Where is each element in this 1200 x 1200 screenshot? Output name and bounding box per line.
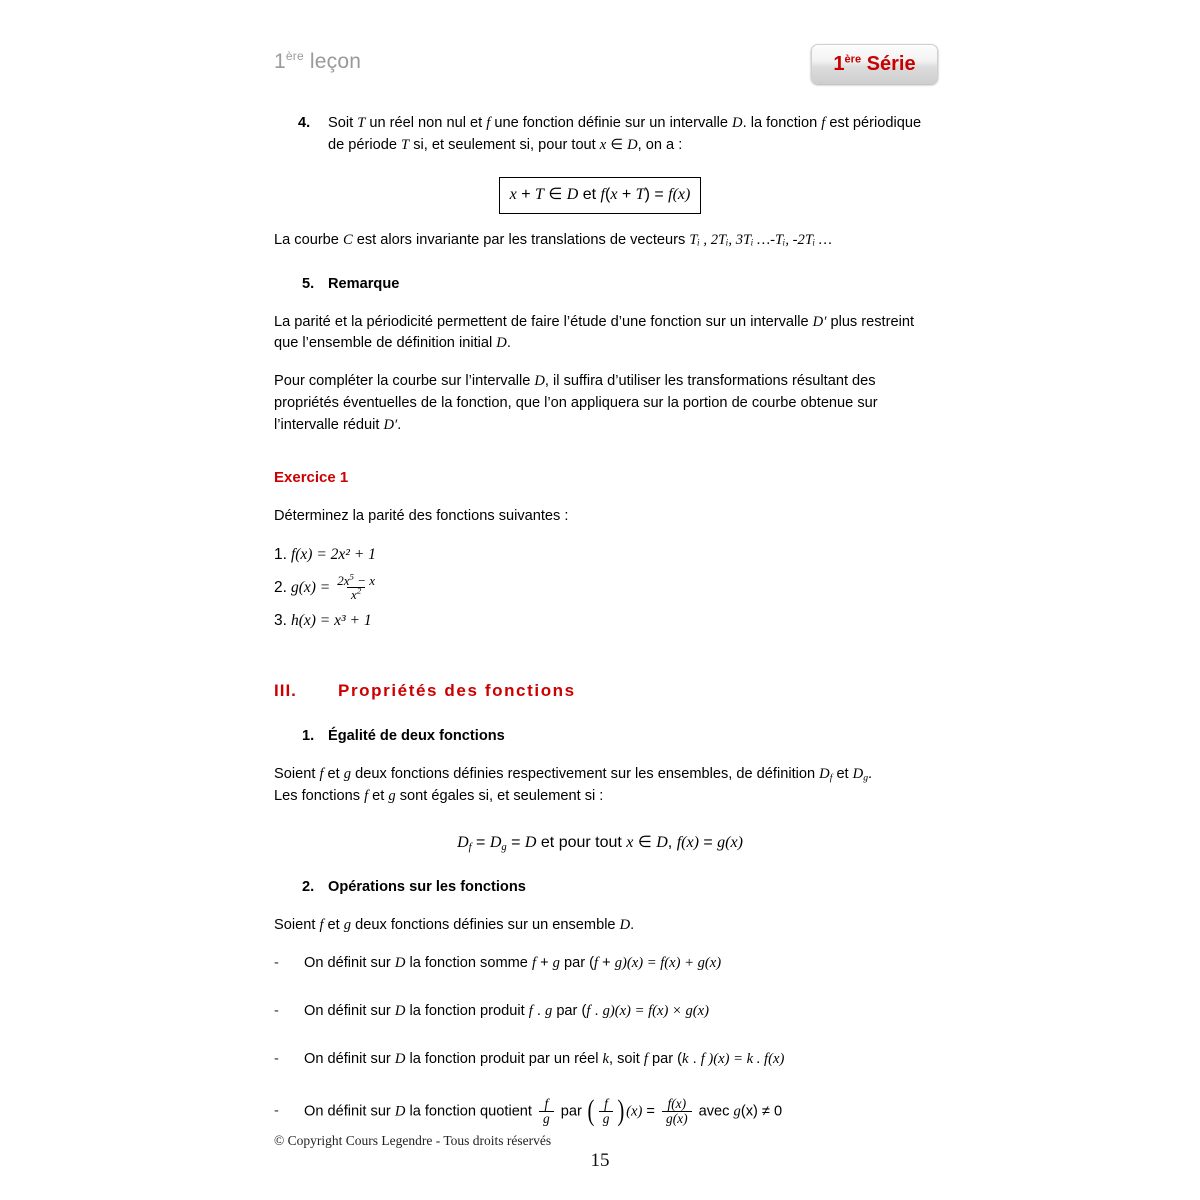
var-Dg — [853, 766, 868, 782]
t: + — [598, 955, 615, 972]
sub1-paragraph — [274, 764, 926, 808]
t: sont égales si, et seulement si : — [395, 787, 604, 804]
var-D: D — [394, 1003, 406, 1020]
m: f — [528, 1003, 533, 1020]
t: et — [368, 787, 389, 804]
t: = — [471, 834, 490, 852]
var-D: D — [394, 955, 406, 972]
operation-text — [304, 953, 721, 975]
function-body-prefix: (x) = — [298, 579, 331, 597]
t: un réel non nul et — [365, 115, 487, 131]
dash-bullet: - — [274, 1003, 279, 1020]
exercice-item-3 — [274, 609, 926, 632]
t: . — [532, 1003, 545, 1020]
bf-x: x — [509, 185, 517, 203]
t: Soient — [274, 917, 320, 934]
paren-open: ( — [587, 1095, 595, 1128]
t: + — [516, 185, 535, 203]
section-3-number: III. — [274, 681, 297, 701]
subsection-1-number: 1. — [302, 727, 315, 744]
var-T2: T — [401, 136, 410, 153]
bf-D: D — [566, 185, 579, 203]
bf-T: T — [535, 185, 544, 203]
var-C: C — [342, 231, 353, 248]
var-D: D — [496, 335, 507, 352]
section-3-heading — [274, 678, 926, 704]
t: ( — [604, 185, 611, 203]
bf-f: f — [600, 185, 605, 203]
m: g — [697, 955, 705, 972]
t: . la fonction — [742, 115, 822, 131]
m: f — [660, 955, 665, 972]
t: la fonction quotient — [405, 1103, 537, 1120]
lesson-number: 1 — [274, 50, 286, 73]
m: g — [685, 1003, 693, 1020]
subsection-remarque-heading — [274, 274, 926, 296]
t: Soient — [274, 765, 320, 782]
m: f — [531, 955, 537, 972]
var-D: D — [394, 1103, 406, 1120]
m: f — [643, 1050, 648, 1067]
fraction-f-over-g-inner — [599, 1097, 614, 1126]
var-D: D — [732, 115, 743, 131]
eq-Df — [457, 834, 472, 854]
bf-xparen: (x) — [672, 185, 691, 203]
function-body: (x) = x³ + 1 — [298, 611, 372, 629]
t: 5 — [349, 571, 354, 582]
fraction-denominator: g — [539, 1111, 554, 1126]
t: ∈ — [543, 185, 567, 203]
operation-product — [274, 1001, 926, 1023]
t: et — [832, 765, 853, 782]
t: . — [868, 765, 873, 782]
t: )(x) = — [704, 1050, 747, 1067]
function-name-f: f — [290, 546, 296, 564]
exercice-instruction: Déterminez la parité des fonctions suivantes : — [274, 507, 569, 524]
remarque-number: 5. — [302, 275, 315, 292]
page-header — [0, 44, 1200, 104]
eq-fx: (x) — [681, 834, 699, 852]
t: La courbe — [274, 231, 343, 248]
fraction-denominator: g(x) — [662, 1111, 692, 1126]
operation-scalar-product — [274, 1049, 926, 1071]
section-3-title: Propriétés des fonctions — [338, 681, 576, 701]
fraction-fx-over-gx — [662, 1097, 692, 1126]
t: Soit — [328, 115, 358, 131]
t: )(x) = — [609, 1003, 649, 1020]
fraction-g — [333, 571, 379, 603]
t: 2x — [337, 572, 350, 588]
fraction-numerator: f — [604, 1095, 608, 1111]
var-f: f — [486, 115, 491, 131]
t: (x) — [692, 1003, 709, 1020]
t: La parité et la périodicité permettent de faire l’étude d’une fonction sur un intervalle — [274, 313, 813, 330]
t: . — [630, 917, 635, 934]
t: , il suffira d’utiliser les transformations résultant des propriétés éventuelles de la fonction, que l’on appliquera sur la portion de courbe obtenue sur l’intervalle réduit — [274, 373, 878, 434]
t: (x) — [768, 1050, 785, 1067]
dash-bullet: - — [274, 955, 279, 972]
t: ∈ — [606, 136, 628, 153]
m: f — [764, 1050, 769, 1067]
m: k — [602, 1050, 610, 1067]
t: est périodique de période — [328, 115, 922, 153]
t: D — [819, 765, 830, 782]
t: f — [829, 772, 833, 784]
var-g: g — [388, 787, 396, 804]
t: D — [489, 834, 502, 852]
boxed-formula-wrap — [274, 177, 926, 214]
t: par ( — [552, 1003, 587, 1020]
m: f — [700, 1050, 705, 1067]
page-content — [274, 113, 926, 1152]
t: f — [468, 842, 472, 854]
fraction-numerator: f(x) — [667, 1095, 687, 1111]
m: g — [552, 955, 560, 972]
lesson-label — [274, 50, 361, 74]
var-D: D — [394, 1050, 406, 1067]
fraction-denominator: g — [599, 1111, 614, 1126]
m: g — [614, 955, 623, 972]
item-index: 3. — [274, 611, 287, 629]
item-4-text — [328, 113, 926, 157]
m: g — [733, 1103, 741, 1120]
var-D: D — [619, 917, 631, 934]
subsection-1-title: Égalité de deux fonctions — [328, 727, 505, 744]
paren-close: ) — [617, 1095, 625, 1128]
t: (x) + — [664, 955, 698, 972]
m: k — [746, 1050, 754, 1067]
serie-badge-text — [833, 53, 915, 76]
operations-list — [274, 953, 926, 1126]
remarque-title: Remarque — [328, 275, 400, 292]
var-f2: f — [821, 115, 826, 131]
bf-x2: x — [610, 185, 618, 203]
t: 2 — [356, 585, 362, 596]
var-Df — [819, 766, 832, 782]
operation-quotient — [274, 1097, 926, 1126]
t: Pour compléter la courbe sur l’intervalle — [274, 373, 535, 390]
var-D: D — [534, 373, 545, 390]
t: la fonction produit — [405, 1003, 529, 1020]
operation-text — [304, 1097, 782, 1126]
t: = — [642, 1103, 659, 1120]
equality-equation — [274, 831, 926, 855]
exercice-item-2 — [274, 571, 926, 603]
serie-ordinal-suffix: ère — [844, 52, 862, 65]
sub2-intro — [274, 915, 926, 937]
t: On définit sur — [304, 1103, 395, 1120]
t: . — [590, 1003, 603, 1020]
function-name-h: h — [290, 611, 299, 629]
t: et — [578, 185, 601, 203]
numbered-item-4 — [274, 113, 926, 157]
footer-page-number: 15 — [590, 1150, 610, 1171]
m: f — [648, 1003, 653, 1020]
var-Dprime: D′ — [812, 313, 827, 330]
t: la fonction produit par un réel — [405, 1050, 603, 1067]
t: par ( — [559, 955, 595, 972]
t: + — [536, 955, 553, 972]
m: g — [544, 1003, 553, 1020]
subsection-2-heading — [274, 877, 926, 899]
m: k — [682, 1050, 689, 1067]
t: x — [351, 587, 357, 603]
item-4-marker: 4. — [298, 115, 311, 131]
serie-number: 1 — [833, 52, 845, 75]
t: ∈ — [633, 834, 657, 852]
t: , — [667, 834, 677, 852]
subsection-2-number: 2. — [302, 879, 315, 896]
remarque-paragraph-2 — [274, 371, 926, 437]
t: − x — [353, 572, 376, 588]
t: On définit sur — [304, 955, 395, 972]
t: + — [617, 185, 636, 203]
t: deux fonctions définies respectivement sur les ensembles, de définition — [351, 765, 820, 782]
fraction-numerator: f — [544, 1095, 549, 1111]
t: D — [852, 765, 864, 782]
subsection-2-title: Opérations sur les fonctions — [328, 879, 526, 896]
t: (x) ≠ 0 — [740, 1103, 783, 1120]
boxed-formula — [499, 177, 702, 214]
serie-badge — [811, 44, 938, 84]
var-x: x — [599, 136, 607, 153]
serie-word: Série — [861, 52, 916, 75]
t: la fonction somme — [405, 955, 532, 972]
operation-sum — [274, 953, 926, 975]
fraction-f-over-g — [539, 1097, 554, 1126]
t: et — [323, 917, 344, 934]
subsection-1-heading — [274, 726, 926, 748]
t: , soit — [609, 1050, 644, 1067]
operation-text — [304, 1049, 784, 1071]
t: g — [863, 772, 869, 784]
eq-f: f — [676, 834, 682, 852]
exercice-function-list — [274, 543, 926, 632]
t: et pour tout — [536, 834, 627, 852]
operation-text — [304, 1001, 709, 1023]
t: On définit sur — [304, 1050, 395, 1067]
eq-D: D — [524, 834, 537, 852]
lesson-ordinal-suffix: ère — [285, 49, 304, 63]
var-g: g — [343, 765, 352, 782]
t: = — [506, 834, 525, 852]
var-T: T — [357, 115, 366, 131]
t: , on a : — [637, 136, 683, 153]
exercice-heading: Exercice 1 — [274, 469, 349, 487]
t: D — [457, 834, 469, 852]
courbe-paragraph — [274, 230, 926, 252]
var-g: g — [343, 917, 352, 934]
t: ) = — [644, 185, 669, 203]
remarque-paragraph-1 — [274, 312, 926, 356]
bf-T2: T — [635, 185, 645, 203]
t: On définit sur — [304, 1003, 395, 1020]
t: et — [323, 765, 344, 782]
m: f — [586, 1003, 591, 1020]
t: . — [397, 417, 402, 434]
eq-Dg — [489, 834, 507, 854]
fraction-denominator — [347, 587, 365, 602]
footer-copyright: © Copyright Cours Legendre - Tous droits réservés — [274, 1133, 552, 1148]
vectors-list: Tᵢ , 2Tᵢ, 3Tᵢ …-Tᵢ, -2Tᵢ … — [689, 231, 832, 248]
t: . — [753, 1050, 765, 1067]
t: si, et seulement si, pour tout — [409, 136, 600, 153]
eq-gx: (x) — [725, 834, 743, 852]
t: (x) — [704, 955, 722, 972]
t: . — [506, 335, 511, 352]
item-index: 1. — [274, 546, 287, 564]
var-f: f — [319, 765, 324, 782]
t: )(x) = — [622, 955, 661, 972]
t: avec — [694, 1103, 734, 1120]
var-f: f — [364, 787, 369, 804]
dash-bullet: - — [274, 1102, 279, 1119]
t: (x) — [626, 1103, 643, 1120]
m: f — [594, 955, 599, 972]
t: une fonction définie sur un intervalle — [490, 115, 733, 131]
eq-D2: D — [656, 834, 668, 852]
var-D2: D — [627, 136, 638, 153]
function-body: (x) = 2x² + 1 — [295, 546, 376, 564]
exercice-item-1 — [274, 543, 926, 566]
function-name-g: g — [290, 579, 299, 597]
t: = — [698, 834, 718, 852]
t: deux fonctions définies sur un ensemble — [351, 917, 620, 934]
lesson-word: leçon — [303, 50, 362, 73]
t: par — [556, 1103, 586, 1120]
var-f: f — [319, 917, 324, 934]
t: Les fonctions — [274, 787, 365, 804]
bf-f2: f — [668, 185, 673, 203]
t: g — [501, 842, 507, 854]
var-Dprime: D′ — [383, 417, 398, 434]
t: plus restreint que l’ensemble de définition initial — [274, 313, 915, 352]
t: . — [688, 1050, 701, 1067]
t: (x) × — [652, 1003, 686, 1020]
eq-x: x — [626, 834, 634, 852]
eq-g: g — [717, 834, 726, 852]
item-index: 2. — [274, 579, 287, 597]
m: g — [602, 1003, 610, 1020]
t: par ( — [647, 1050, 683, 1067]
dash-bullet: - — [274, 1050, 279, 1067]
t: est alors invariante par les translations de vecteurs — [352, 231, 690, 248]
